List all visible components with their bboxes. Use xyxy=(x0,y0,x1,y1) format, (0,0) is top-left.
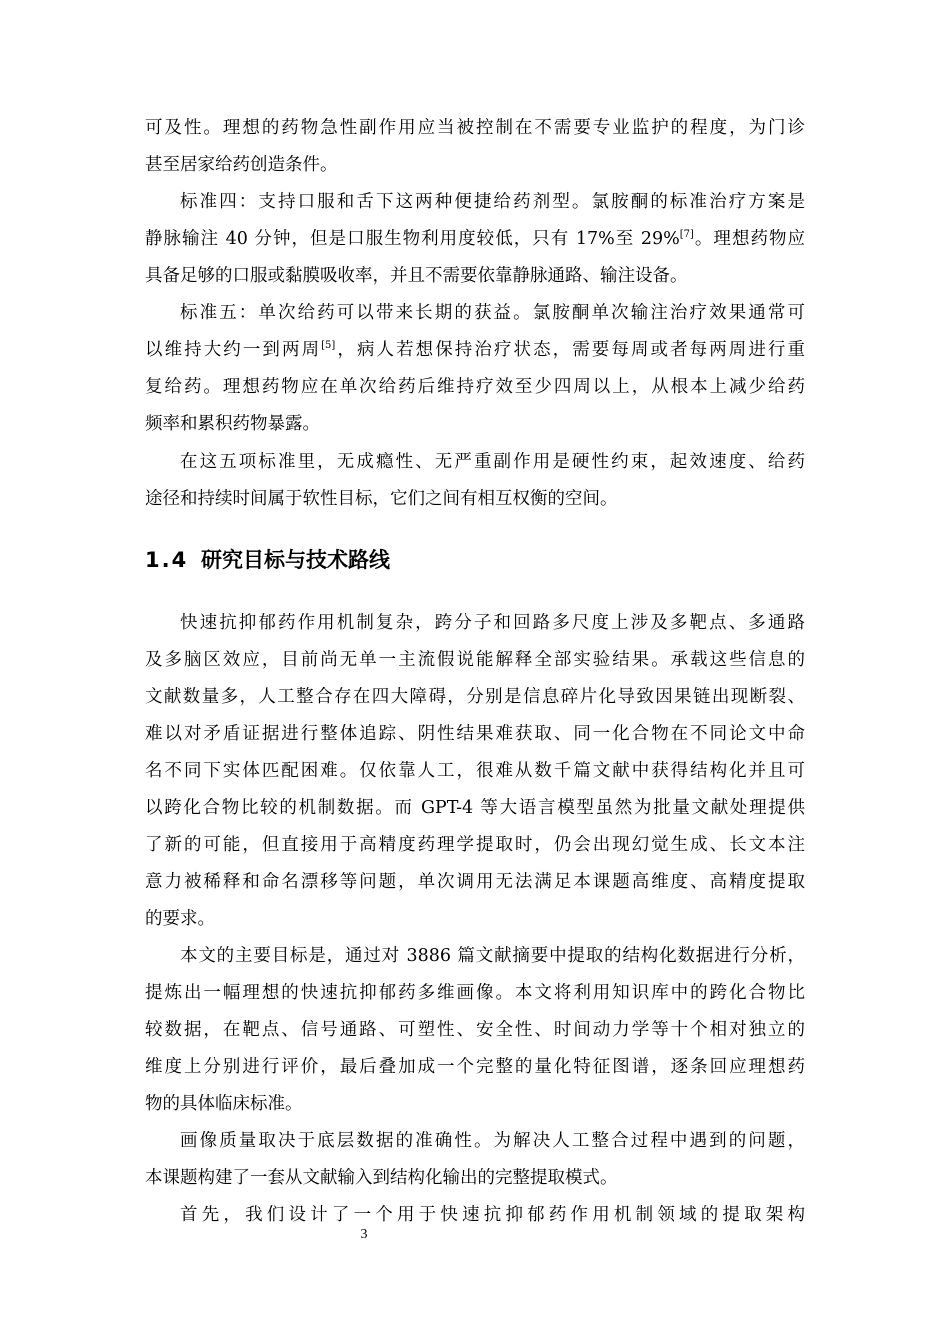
text-line: 标准四：支持口服和舌下这两种便捷给药剂型。氯胺酮的标准治疗方案是 xyxy=(180,192,805,212)
page-number: 3 xyxy=(360,1227,368,1242)
section-title: 研究目标与技术路线 xyxy=(201,548,390,572)
text-segment: ，病人若想保持治疗状态，需要每周或者每两周进行重 xyxy=(335,340,806,360)
text-line xyxy=(145,227,805,251)
text-line: 复给药。理想药物应在单次给药后维持疗效至少四周以上，从根本上减少给药 xyxy=(145,377,805,397)
text-line: 快速抗抑郁药作用机制复杂，跨分子和回路多尺度上涉及多靶点、多通路 xyxy=(180,613,805,633)
text-line: 提炼出一幅理想的快速抗抑郁药多维画像。本文将利用知识库中的跨化合物比 xyxy=(145,983,805,1003)
text-line: 具备足够的口服或黏膜吸收率，并且不需要依靠静脉通路、输注设备。 xyxy=(145,266,688,286)
text-line: 名不同下实体匹配困难。仅依靠人工，很难从数千篇文献中获得结构化并且可 xyxy=(145,761,805,781)
section-heading xyxy=(145,546,390,574)
text-line: 标准五：单次给药可以带来长期的获益。氯胺酮单次输注治疗效果通常可 xyxy=(180,303,805,323)
text-line: 途径和持续时间属于软性目标，它们之间有相互权衡的空间。 xyxy=(145,489,618,509)
text-line: 的要求。 xyxy=(145,909,215,929)
citation-ref: [7] xyxy=(679,229,694,241)
text-line: 及多脑区效应，目前尚无单一主流假说能解释全部实验结果。承载这些信息的 xyxy=(145,650,805,670)
text-line: 意力被稀释和命名漂移等问题，单次调用无法满足本课题高维度、高精度提取 xyxy=(145,872,805,892)
citation-ref: [5] xyxy=(321,340,336,352)
text-line: 物的具体临床标准。 xyxy=(145,1094,303,1114)
text-line: 以跨化合物比较的机制数据。而 GPT-4 等大语言模型虽然为批量文献处理提供 xyxy=(145,798,805,818)
text-line: 首先，我们设计了一个用于快速抗抑郁药作用机制领域的提取架构 xyxy=(180,1205,805,1225)
text-line: 维度上分别进行评价，最后叠加成一个完整的量化特征图谱，逐条回应理想药 xyxy=(145,1057,805,1077)
text-line: 文献数量多，人工整合存在四大障碍，分别是信息碎片化导致因果链出现断裂、 xyxy=(145,687,805,707)
text-line: 频率和累积药物暴露。 xyxy=(145,414,320,434)
text-line: 较数据，在靶点、信号通路、可塑性、安全性、时间动力学等十个相对独立的 xyxy=(145,1020,805,1040)
text-segment: 静脉输注 40 分钟，但是口服生物利用度较低，只有 17%至 29% xyxy=(145,229,680,249)
text-segment: 以维持大约一到两周 xyxy=(145,340,322,360)
text-line: 难以对矛盾证据进行整体追踪、阴性结果难获取、同一化合物在不同论文中命 xyxy=(145,724,805,744)
section-number: 1.4 xyxy=(145,548,189,572)
text-segment: 。理想药物应 xyxy=(693,229,805,249)
text-line: 可及性。理想的药物急性副作用应当被控制在不需要专业监护的程度，为门诊 xyxy=(145,118,805,138)
text-line xyxy=(145,338,805,362)
text-line: 本课题构建了一套从文献输入到结构化输出的完整提取模式。 xyxy=(145,1168,618,1188)
text-line: 了新的可能，但直接用于高精度药理学提取时，仍会出现幻觉生成、长文本注 xyxy=(145,835,805,855)
text-line: 本文的主要目标是，通过对 3886 篇文献摘要中提取的结构化数据进行分析， xyxy=(180,946,805,966)
text-line: 在这五项标准里，无成瘾性、无严重副作用是硬性约束，起效速度、给药 xyxy=(180,452,805,472)
text-line: 甚至居家给药创造条件。 xyxy=(145,155,338,175)
text-line: 画像质量取决于底层数据的准确性。为解决人工整合过程中遇到的问题， xyxy=(180,1131,805,1151)
